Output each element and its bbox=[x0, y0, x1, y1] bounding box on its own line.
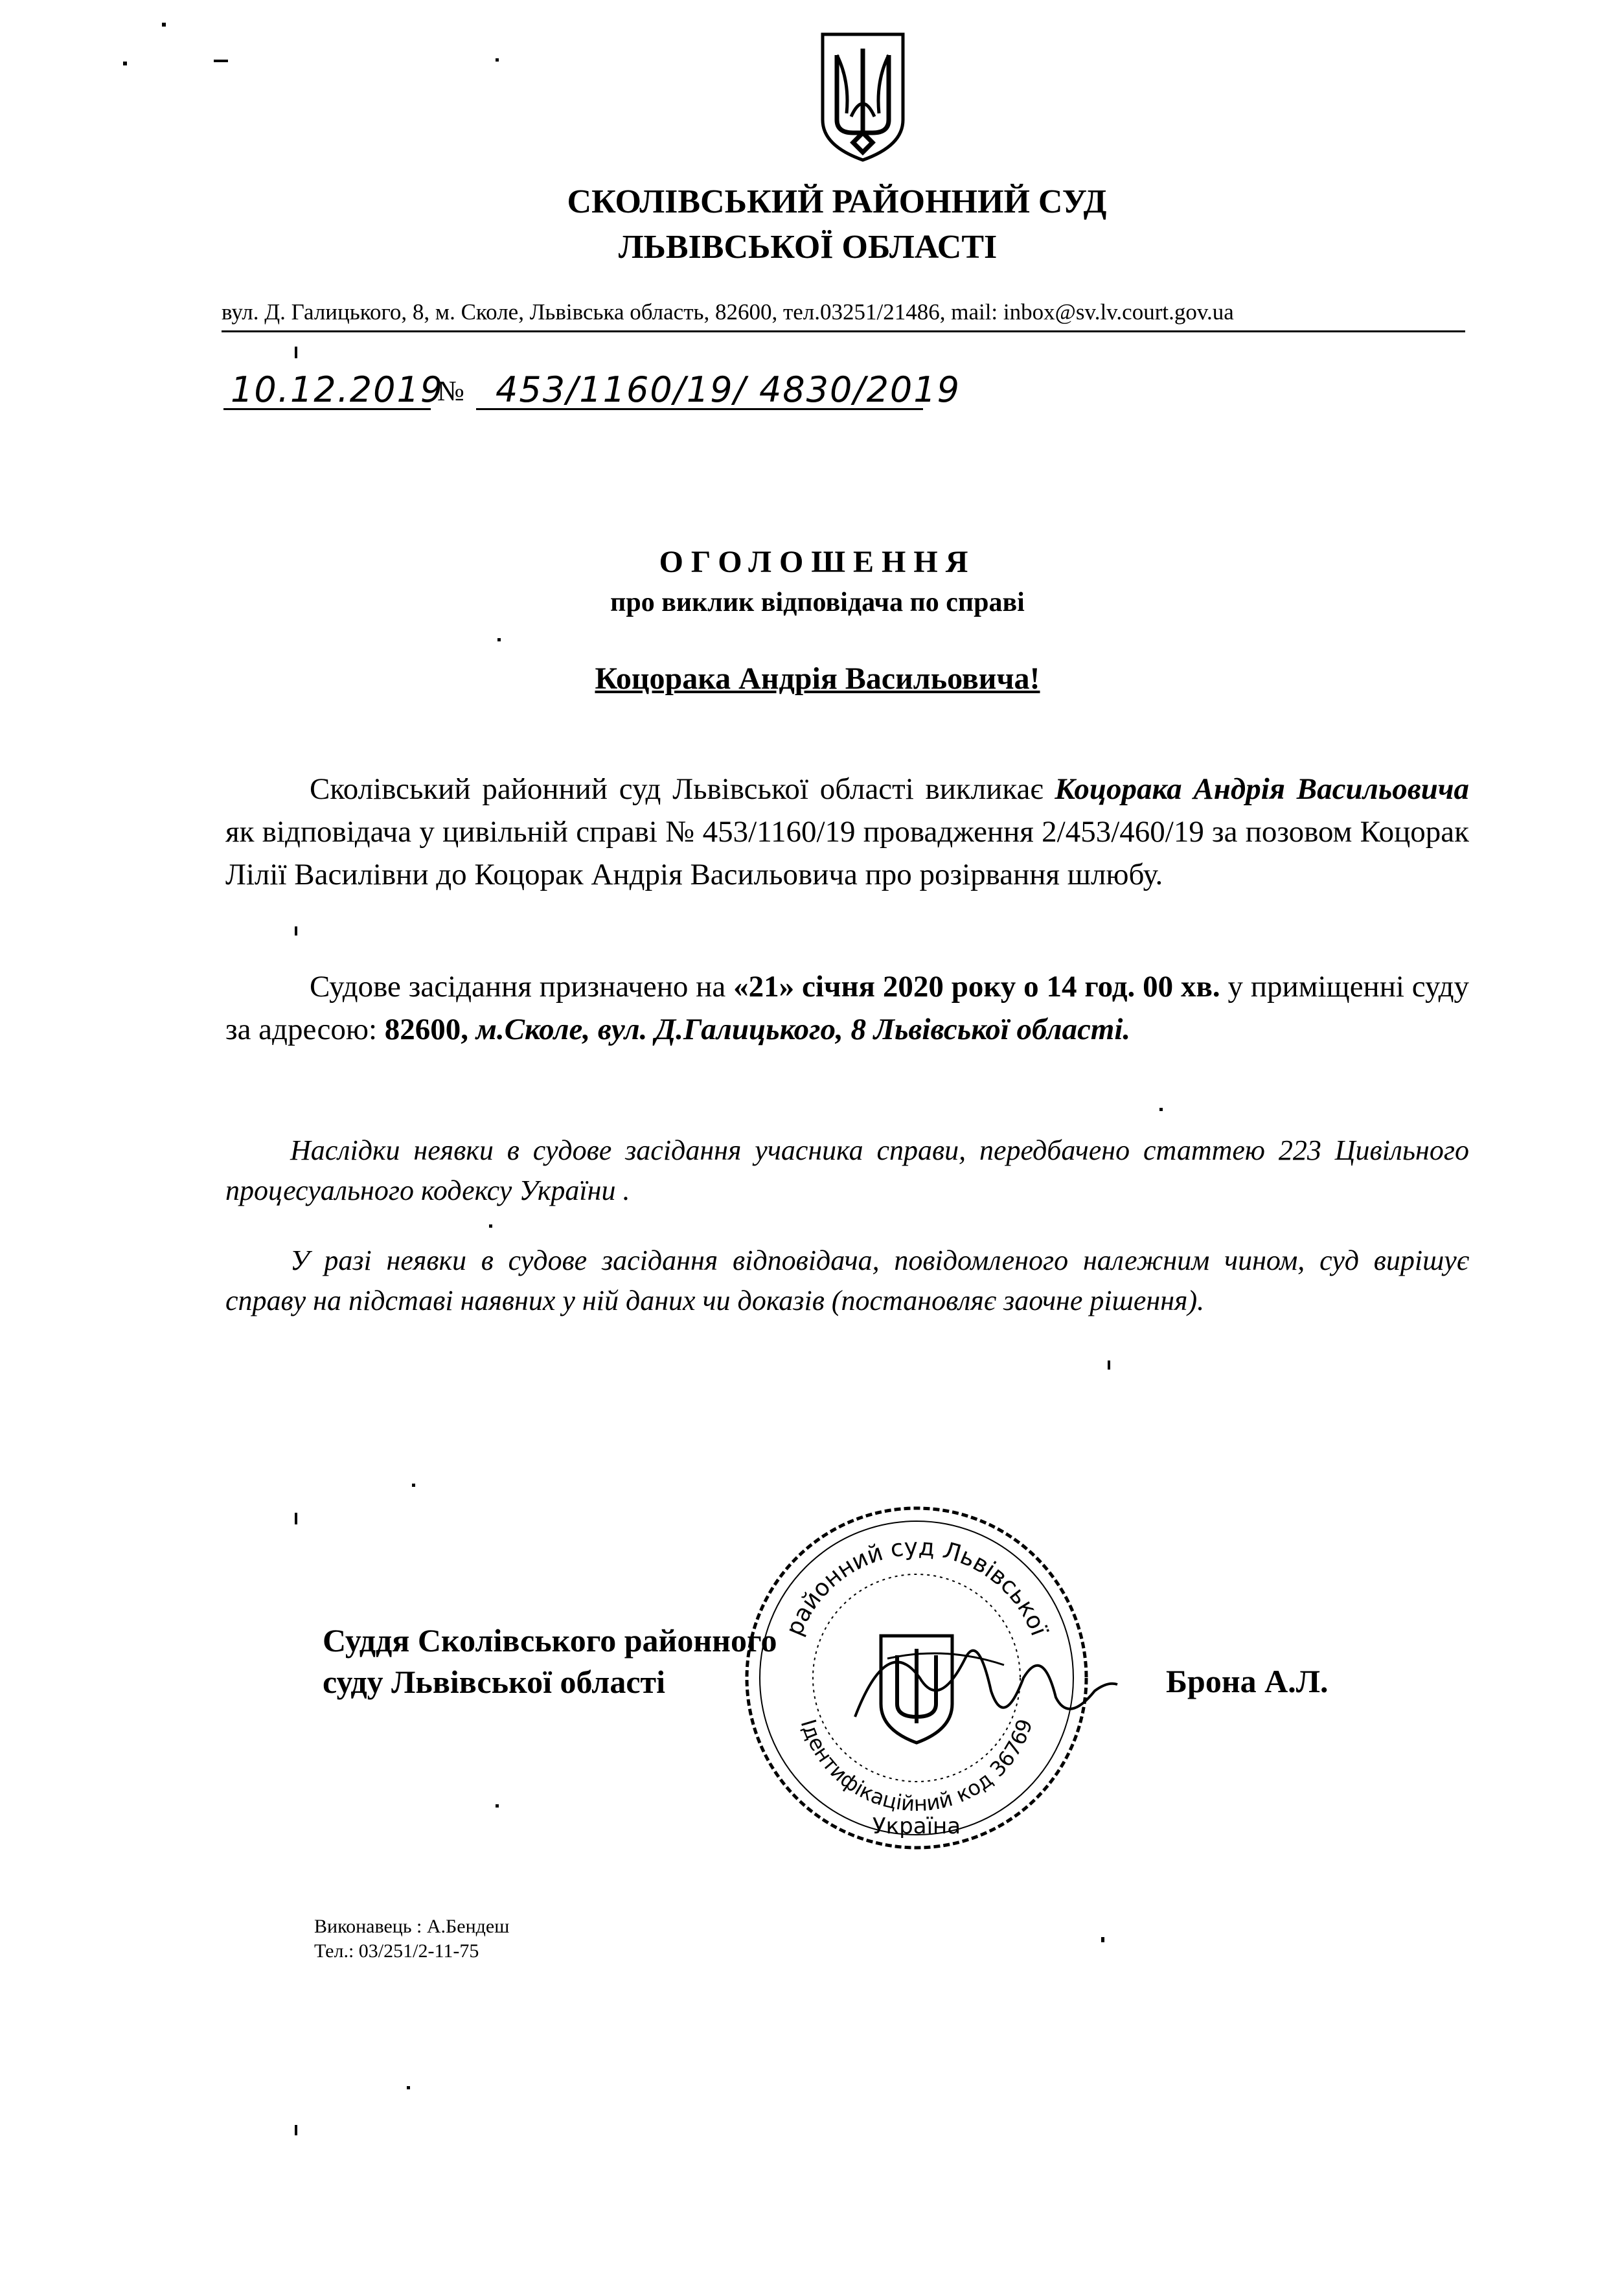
p1-end: як відповідача у цивільній справі № 453/1160/19 провадження 2/453/460/19 за позовом Коцорак Лілії Василівни до Коцорак Андрія Васильовича про розірвання шлюбу. bbox=[225, 815, 1469, 891]
p1-defendant-name: Коцорака Андрія Васильовича bbox=[1055, 772, 1470, 806]
p2-zip: 82600, bbox=[384, 1013, 476, 1046]
header-divider bbox=[222, 330, 1465, 332]
registration-number: 453/1160/19/ 4830/2019 bbox=[496, 369, 961, 410]
date-underline bbox=[223, 408, 431, 410]
scan-speck bbox=[1159, 1108, 1163, 1111]
p2-mid: у приміщенні суду за адресою: bbox=[225, 970, 1469, 1046]
seal-bottom-text: Ідентифікаційний код 36769 bbox=[795, 1716, 1038, 1817]
scan-speck bbox=[123, 62, 127, 65]
scan-speck bbox=[1108, 1360, 1110, 1370]
p2-hearing-address: м.Сколе, вул. Д.Галицького, 8 Львівської області. bbox=[475, 1013, 1131, 1046]
scan-speck bbox=[489, 1224, 492, 1228]
judge-title bbox=[323, 1620, 777, 1703]
p4-text: У разі неявки в судове засідання відповідача, повідомленого належним чином, суд вирішує справу на підставі наявних у ній даних чи доказів (постановляє заочне рішення). bbox=[225, 1245, 1469, 1316]
executor-info bbox=[314, 1914, 509, 1964]
notice-addressee: Коцорака Андрія Васильовича! bbox=[595, 661, 1040, 696]
paragraph-hearing bbox=[225, 965, 1469, 1051]
court-address: вул. Д. Галицького, 8, м. Сколе, Львівська область, 82600, тел.03251/21486, mail: inbox@sv.lv.court.gov.ua bbox=[222, 299, 1234, 325]
scan-speck bbox=[1101, 1937, 1104, 1942]
p2-start: Судове засідання призначено на bbox=[310, 970, 734, 1004]
seal-country: Україна bbox=[872, 1813, 961, 1839]
notice-title: ОГОЛОШЕННЯ bbox=[659, 545, 976, 579]
scan-speck bbox=[295, 2125, 297, 2135]
judge-signature bbox=[849, 1620, 1121, 1749]
p1-start: Сколівський районний суд Львівської області викликає bbox=[310, 772, 1055, 806]
paragraph-default-judgment bbox=[225, 1241, 1469, 1321]
p3-text: Наслідки неявки в судове засідання учасника справи, передбачено статтею 223 Цивільного процесуального кодексу України . bbox=[225, 1134, 1469, 1206]
scan-speck bbox=[214, 60, 228, 62]
registration-date: 10.12.2019 bbox=[231, 369, 444, 410]
court-name-line1: СКОЛІВСЬКИЙ РАЙОННИЙ СУД bbox=[567, 183, 1107, 220]
scan-speck bbox=[407, 2086, 410, 2089]
scan-speck bbox=[412, 1484, 415, 1487]
notice-subtitle: про виклик відповідача по справі bbox=[610, 588, 1025, 617]
judge-title-line1: Суддя Сколівського районного bbox=[323, 1622, 777, 1659]
judge-title-line2: суду Львівської області bbox=[323, 1664, 666, 1700]
seal-top-text: районний суд Львівської bbox=[781, 1533, 1053, 1640]
court-name-line2: ЛЬВІВСЬКОЇ ОБЛАСТІ bbox=[618, 229, 998, 266]
scan-speck bbox=[496, 58, 499, 62]
scan-speck bbox=[295, 926, 297, 936]
judge-name: Брона А.Л. bbox=[1166, 1663, 1329, 1699]
scan-speck bbox=[497, 638, 501, 641]
paragraph-summons bbox=[225, 768, 1469, 896]
number-sign: № bbox=[437, 375, 464, 407]
scan-speck bbox=[295, 347, 297, 358]
scan-speck bbox=[162, 23, 166, 27]
p2-hearing-date: «21» січня 2020 року о 14 год. 00 хв. bbox=[733, 970, 1220, 1004]
executor-phone: Тел.: 03/251/2-11-75 bbox=[314, 1940, 479, 1962]
scan-speck bbox=[496, 1804, 499, 1808]
coat-of-arms-icon bbox=[817, 29, 908, 165]
number-underline bbox=[476, 408, 923, 410]
scan-speck bbox=[295, 1513, 297, 1524]
executor-name: Виконавець : А.Бендеш bbox=[314, 1916, 510, 1937]
paragraph-consequences bbox=[225, 1131, 1469, 1211]
